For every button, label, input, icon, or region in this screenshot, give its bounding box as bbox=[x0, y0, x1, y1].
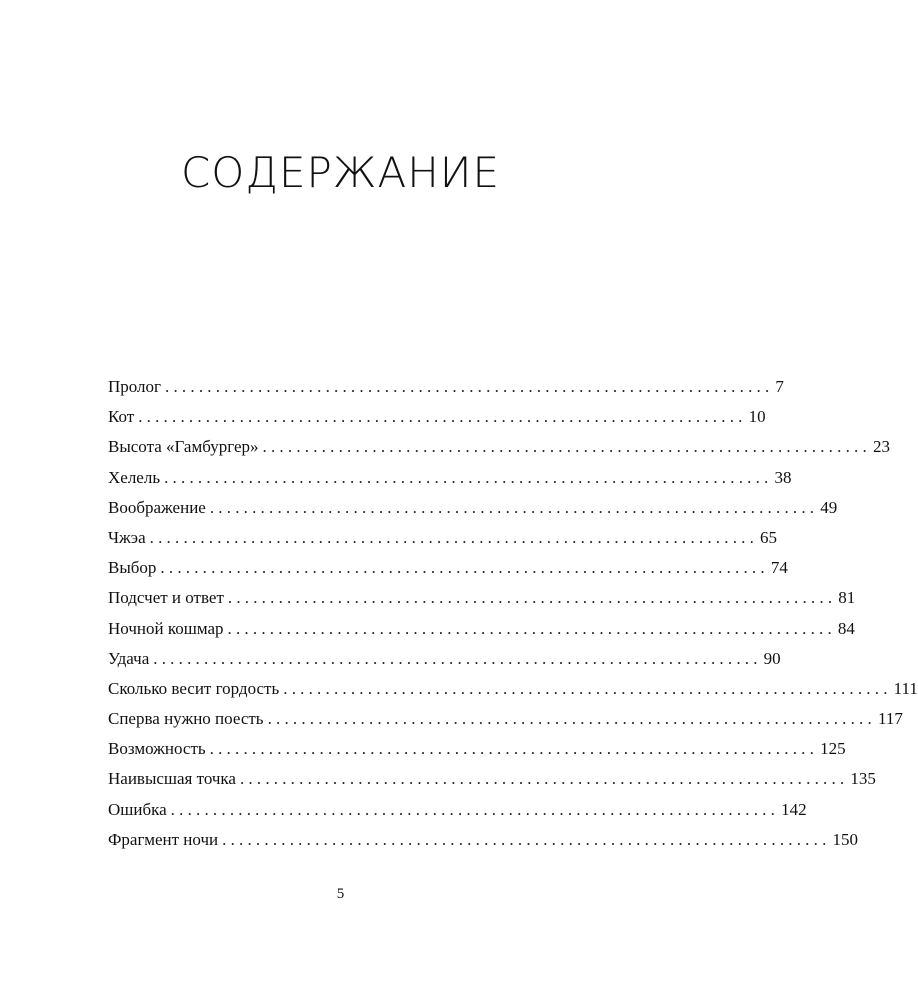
toc-entry-title: Фрагмент ночи bbox=[108, 829, 219, 849]
toc-entry-title: Пролог bbox=[108, 377, 162, 396]
toc-entry-page: 81 bbox=[838, 588, 856, 608]
toc-entry-title: Воображение bbox=[108, 497, 206, 517]
toc-entry-page: 10 bbox=[748, 407, 766, 427]
toc-entry-title: Наивысшая точка bbox=[108, 769, 236, 789]
toc-entry-title: Высота «Гамбургер» bbox=[108, 437, 259, 457]
toc-leader-dots: ........................................................................ bbox=[262, 437, 871, 457]
toc-entry-voobrazhenie bbox=[108, 493, 838, 523]
toc-leader-dots: ........................................................................ bbox=[138, 407, 747, 427]
toc-entry-vysota bbox=[108, 432, 890, 462]
toc-entry-prolog bbox=[108, 372, 784, 402]
toc-leader-dots: ........................................................................ bbox=[227, 588, 837, 608]
toc-entry-podschet bbox=[108, 583, 856, 613]
toc-entry-page: 135 bbox=[850, 769, 876, 789]
toc-entry-title: Хелель bbox=[108, 467, 161, 487]
toc-entry-title: Сперва нужно поесть bbox=[108, 709, 264, 729]
page-number: 5 bbox=[336, 886, 345, 902]
toc-entry-poest bbox=[108, 704, 903, 734]
toc-entry-vozmozhnost bbox=[108, 734, 846, 764]
toc-entry-page: 84 bbox=[837, 618, 855, 638]
toc-entry-helel bbox=[108, 463, 792, 493]
toc-entry-page: 117 bbox=[877, 709, 903, 729]
toc-leader-dots: ........................................................................ bbox=[164, 467, 773, 487]
toc-entry-page: 111 bbox=[893, 678, 918, 698]
toc-entry-title: Подсчет и ответ bbox=[108, 588, 224, 608]
toc-entry-title: Сколько весит гордость bbox=[108, 678, 280, 698]
toc-entry-page: 150 bbox=[832, 829, 859, 849]
toc-entry-page: 38 bbox=[774, 467, 792, 487]
toc-entry-nochnoy-koshmar bbox=[108, 614, 855, 644]
toc-leader-dots: ........................................................................ bbox=[165, 377, 774, 396]
toc-entry-udacha bbox=[108, 644, 781, 674]
toc-leader-dots: ........................................................................ bbox=[160, 558, 769, 578]
toc-leader-dots: ........................................................................ bbox=[170, 799, 780, 819]
toc-entry-page: 125 bbox=[820, 739, 846, 759]
toc-entry-page: 49 bbox=[820, 497, 838, 517]
toc-entry-page: 90 bbox=[763, 648, 781, 668]
toc-entry-title: Удача bbox=[108, 648, 150, 668]
toc-entry-title: Ночной кошмар bbox=[108, 618, 224, 638]
toc-entry-page: 65 bbox=[760, 527, 778, 547]
toc-entry-page: 23 bbox=[872, 437, 890, 457]
toc-entry-gordost bbox=[108, 674, 918, 704]
toc-leader-dots: ........................................................................ bbox=[209, 497, 819, 517]
toc-entry-page: 7 bbox=[775, 377, 784, 396]
toc-entry-vybor bbox=[108, 553, 788, 583]
toc-leader-dots: ........................................................................ bbox=[239, 769, 849, 789]
toc-entry-title: Кот bbox=[108, 407, 135, 427]
toc-entry-page: 74 bbox=[770, 558, 788, 578]
toc-leader-dots: ........................................................................ bbox=[283, 678, 892, 698]
toc-entry-chzhea bbox=[108, 523, 778, 553]
toc-entry-title: Выбор bbox=[108, 558, 157, 578]
toc-entry-title: Ошибка bbox=[108, 799, 167, 819]
toc-entry-title: Чжэа bbox=[108, 527, 146, 547]
toc-entry-title: Возможность bbox=[108, 739, 206, 759]
toc-entry-naivysshaya-tochka bbox=[108, 764, 876, 794]
toc-entry-kot bbox=[108, 402, 766, 432]
toc-leader-dots: ........................................................................ bbox=[222, 829, 831, 849]
toc-leader-dots: ........................................................................ bbox=[149, 527, 759, 547]
toc-leader-dots: ........................................................................ bbox=[209, 739, 819, 759]
toc-entry-page: 142 bbox=[781, 799, 807, 819]
toc-leader-dots: ........................................................................ bbox=[153, 648, 762, 668]
toc-leader-dots: ........................................................................ bbox=[227, 618, 836, 638]
toc-leader-dots: ........................................................................ bbox=[267, 709, 876, 729]
page-title: СОДЕРЖАНИЕ bbox=[180, 148, 501, 197]
table-of-contents bbox=[108, 372, 918, 855]
toc-entry-oshibka bbox=[108, 795, 807, 825]
toc-entry-fragment-nochi bbox=[108, 825, 859, 855]
